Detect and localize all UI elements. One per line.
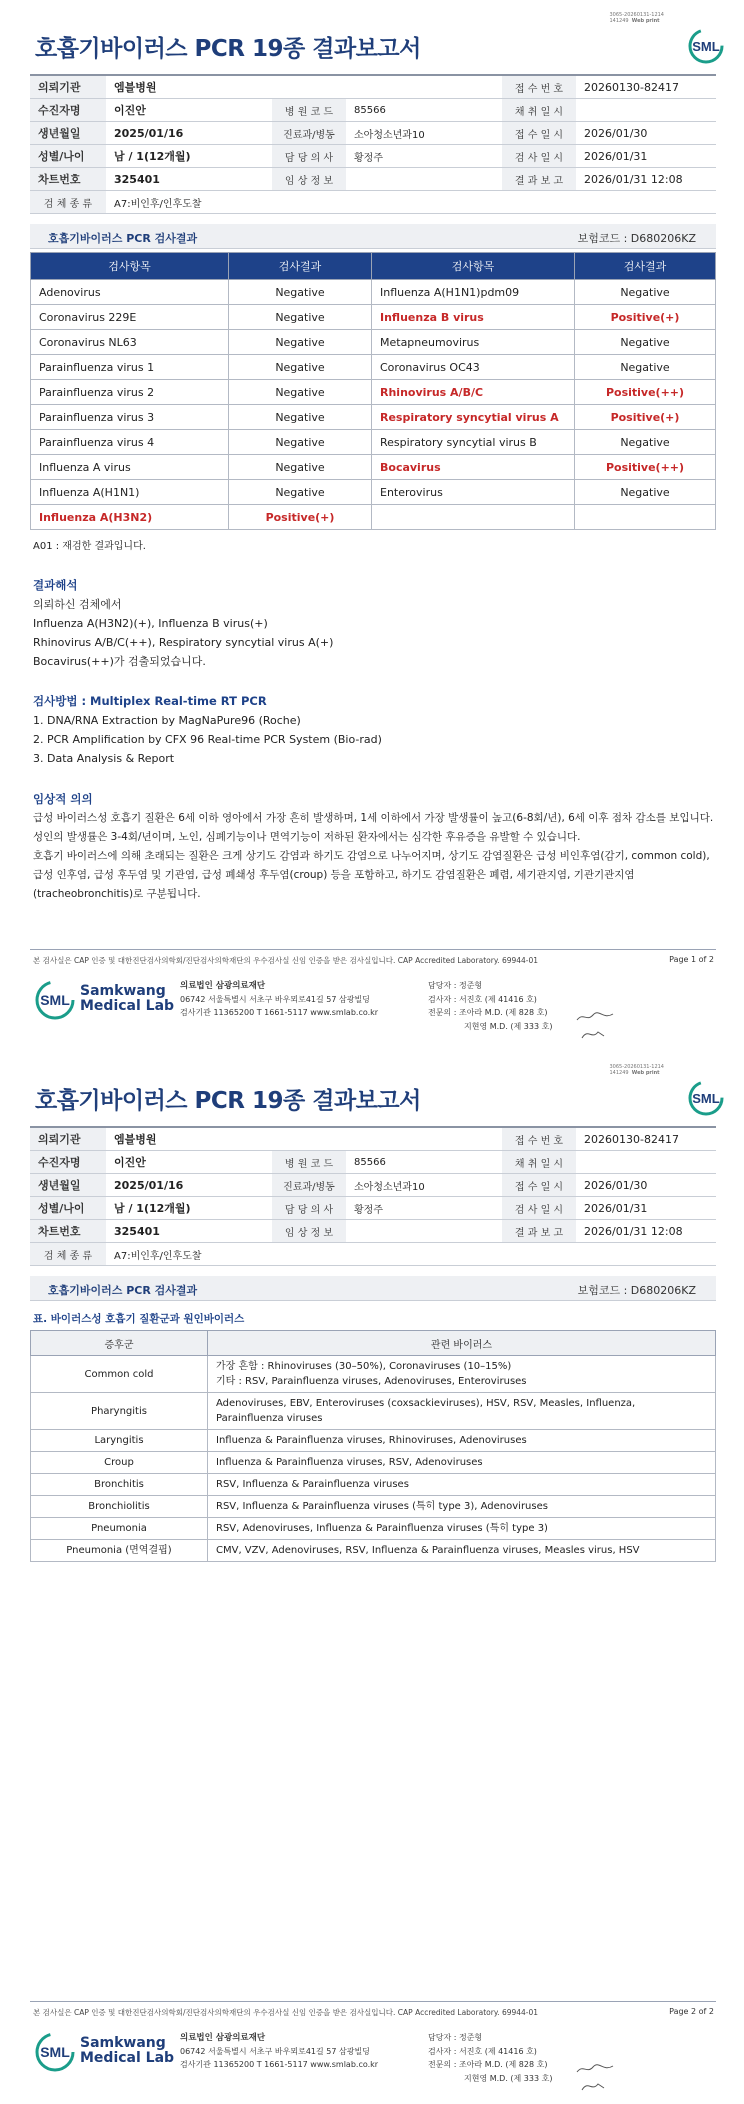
syndrome-cell: Laryngitis [31, 1430, 208, 1452]
result-row [31, 380, 716, 405]
disease-row [31, 1518, 716, 1540]
report-page-2 [0, 1052, 744, 2104]
samkwang-logo-icon [33, 978, 77, 1022]
collect-date-value [576, 99, 716, 122]
result-row [31, 430, 716, 455]
brand-name: Samkwang Medical Lab [80, 2035, 175, 2066]
signature-icon [578, 1026, 608, 1042]
test-item: Parainfluenza virus 1 [31, 355, 229, 380]
result-value: Positive(++) [575, 455, 716, 480]
specimen-value: A7:비인후/인후도찰 [106, 191, 716, 214]
staff-info: 담당자 : 정준형 검사자 : 서진호 (제 41416 호) 전문의 : 조아라 M.D. (제 828 호) 지현영 M.D. (제 333 호) [428, 981, 553, 1031]
method-block: 검사방법 : Multiplex Real-time RT PCR 1. DNA/RNA Extraction by MagNaPure96 (Roche) 2. PCR Amplification by CFX 96 Real-time PCR System (Bio-rad) 3. Data Analysis & Report [33, 694, 382, 765]
result-value: Positive(+) [229, 505, 372, 530]
test-item: Influenza A(H1N1) [31, 480, 229, 505]
clinical-meaning-title: 임상적 의의 [33, 792, 93, 806]
report-date-value: 2026/01/31 12:08 [576, 168, 716, 191]
result-row [31, 480, 716, 505]
sml-logo-icon [686, 26, 726, 66]
test-item: Coronavirus NL63 [31, 330, 229, 355]
test-item: Influenza A(H3N2) [31, 505, 229, 530]
test-item: Influenza B virus [372, 305, 575, 330]
result-row [31, 305, 716, 330]
result-value: Positive(+) [575, 405, 716, 430]
clinical-info-value [346, 168, 502, 191]
sex-age-value: 남 / 1(12개월) [106, 145, 272, 168]
retest-note: A01 : 재검한 결과입니다. [33, 541, 146, 552]
clinical-meaning-p2: 호흡기 바이러스에 의해 초래되는 질환은 크게 상기도 감염과 하기도 감염으로 나누어지며, 상기도 감염질환은 급성 비인후염(감기, common cold), 급성 인후염, 급성 후두염 및 기관염, 급성 폐쇄성 후두염(croup) 등을 포함하고, 하기도 감염질환은 폐렴, 세기관지염, 기관기관지염(tracheobronchitis)로 구분됩니다. [33, 850, 710, 900]
result-value: Positive(++) [575, 380, 716, 405]
dob-value: 2025/01/16 [106, 122, 272, 145]
disease-row [31, 1540, 716, 1562]
chart-no-value: 325401 [106, 168, 272, 191]
syndrome-cell: Croup [31, 1452, 208, 1474]
signature-icon [575, 2062, 615, 2076]
disease-row [31, 1474, 716, 1496]
results-section-title: 호흡기바이러스 PCR 검사결과 [48, 232, 198, 245]
result-value: Negative [229, 330, 372, 355]
result-row [31, 355, 716, 380]
result-value: Negative [229, 305, 372, 330]
syndrome-cell: Bronchiolitis [31, 1496, 208, 1518]
disease-row [31, 1430, 716, 1452]
result-value: Negative [575, 280, 716, 305]
result-row [31, 405, 716, 430]
virus-cell: Influenza & Parainfluenza viruses, Rhinoviruses, Adenoviruses [208, 1430, 716, 1452]
result-value: Negative [229, 455, 372, 480]
result-row [31, 455, 716, 480]
results-table: 검사항목 검사결과 검사항목 검사결과 Adenovirus Negative Influenza A(H1N1)pdm09 Negative Coronavirus 229E Negative Influenza B virus Positive(+) Coronavirus NL63 Negative Metapneumovirus Negative Parainfluenza virus 1 Negative Coronavirus OC43 Negative Parainfluenza virus 2 Negative Rhinovirus A/B/C Positive(++) Parainfluenza virus 3 Negative Respiratory syncytial virus A Positive(+) Parainfluenza virus 4 Negative Respiratory syncytial virus B Negative Influenza A virus Negative Bocavirus Positive(++) Influenza A(H1N1) Negative Enterovirus Negative Influenza A(H3N2) Positive(+) [30, 252, 716, 530]
test-item: Parainfluenza virus 3 [31, 405, 229, 430]
patient-info-table: 의뢰기관 엠블병원 접 수 번 호 20260130-82417 수진자명 이진안 병 원 코 드 85566 채 취 일 시 생년월일 2025/01/16 진료과/병동 소아청소년과10 접 수 일 시 2026/01/30 성별/나이 남 / 1(12개월) 담 당 의 사 황정주 검 사 일 시 2026/01/31 차트번호 325401 임 상 정 보 결 과 보 고 2026/01/31 12:08 검 체 종 류 A7:비인후/인후도찰 [30, 1126, 716, 1266]
test-item: Coronavirus OC43 [372, 355, 575, 380]
result-value: Negative [229, 380, 372, 405]
syndrome-cell: Pneumonia [31, 1518, 208, 1540]
svg-text:SML: SML [40, 992, 70, 1008]
disease-table-title: 표. 바이러스성 호흡기 질환군과 원인바이러스 [33, 1313, 245, 1325]
results-section-bar: 호흡기바이러스 PCR 검사결과 보험코드 : D680206KZ [30, 1276, 716, 1301]
insurance-code: 보험코드 : D680206KZ [577, 232, 696, 245]
footer-divider [30, 949, 716, 950]
test-item: Respiratory syncytial virus A [372, 405, 575, 430]
test-item: Influenza A virus [31, 455, 229, 480]
print-id: 3065-20260131-1214 141249 Web print [609, 1064, 664, 1076]
result-value: Negative [229, 480, 372, 505]
result-value: Negative [575, 430, 716, 455]
test-item [372, 505, 575, 530]
test-item: Coronavirus 229E [31, 305, 229, 330]
result-value: Negative [229, 405, 372, 430]
org-info: 의료법인 삼광의료재단 06742 서울특별시 서초구 바우뫼로41길 57 삼광빌딩 검사기관 11365200 T 1661-5117 www.smlab.co.kr [180, 2033, 379, 2069]
staff-info: 담당자 : 정준형 검사자 : 서진호 (제 41416 호) 전문의 : 조아라 M.D. (제 828 호) 지현영 M.D. (제 333 호) [428, 2033, 553, 2083]
disease-row [31, 1496, 716, 1518]
patient-info-table: 의뢰기관 엠블병원 접 수 번 호 20260130-82417 수진자명 이진안 병 원 코 드 85566 채 취 일 시 생년월일 2025/01/16 진료과/병동 소아청소년과10 접 수 일 시 2026/01/30 성별/나이 남 / 1(12개월) 담 당 의 사 황정주 검 사 일 시 2026/01/31 차트번호 325401 임 상 정 보 결 과 보 고 2026/01/31 12:08 검 체 종 류 A7:비인후/인후도찰 [30, 74, 716, 214]
clinical-meaning-p1: 급성 바이러스성 호흡기 질환은 6세 이하 영아에서 가장 흔히 발생하며, 1세 이하에서 가장 발생률이 높고(6-8회/년), 6세 이후 점차 감소를 보입니다. 성인의 발생률은 3-4회/년이며, 노인, 심폐기능이나 면역기능이 저하된 환자에서는 심각한 후유증을 유발할 수 있습니다. [33, 812, 714, 843]
report-title: 호흡기바이러스 PCR 19종 결과보고서 [35, 36, 421, 62]
hospital-code-value: 85566 [346, 99, 502, 122]
virus-cell: RSV, Adenoviruses, Influenza & Parainfluenza viruses (특히 type 3) [208, 1518, 716, 1540]
samkwang-logo-icon [33, 2030, 77, 2074]
svg-text:SML: SML [692, 39, 720, 54]
signature-icon [575, 1010, 615, 1024]
test-item: Adenovirus [31, 280, 229, 305]
receipt-date-value: 2026/01/30 [576, 122, 716, 145]
footer-divider [30, 2001, 716, 2002]
disease-row [31, 1356, 716, 1393]
disease-row [31, 1452, 716, 1474]
brand-name: Samkwang Medical Lab [80, 983, 175, 1014]
virus-cell: Adenoviruses, EBV, Enteroviruses (coxsackieviruses), HSV, RSV, Measles, Influenza, Parainfluenza viruses [208, 1393, 716, 1430]
disease-virus-table: 증후군 관련 바이러스 Common cold 가장 흔함 : Rhinoviruses (30–50%), Coronaviruses (10–15%) 기타 : RSV, Parainfluenza viruses, Adenoviruses, Enteroviruses Pharyngitis Adenoviruses, EBV, Enteroviruses (coxsackieviruses), HSV, RSV, Measles, Influenza, Parainfluenza viruses Laryngitis Influenza & Parainfluenza viruses, Rhinoviruses, Adenoviruses Croup Influenza & Parainfluenza viruses, RSV, Adenoviruses Bronchitis RSV, Influenza & Parainfluenza viruses Bronchiolitis RSV, Influenza & Parainfluenza viruses (특히 type 3), Adenoviruses Pneumonia RSV, Adenoviruses, Influenza & Parainfluenza viruses (특히 type 3) Pneumonia (면역결핍) CMV, VZV, Adenoviruses, RSV, Influenza & Parainfluenza viruses, Measles virus, HSV [30, 1330, 716, 1562]
result-value: Negative [229, 280, 372, 305]
signature-icon [578, 2078, 608, 2094]
virus-cell: Influenza & Parainfluenza viruses, RSV, Adenoviruses [208, 1452, 716, 1474]
page-number: Page 1 of 2 [669, 955, 714, 964]
dept-value: 소아청소년과10 [346, 122, 502, 145]
results-section-bar [30, 224, 716, 249]
test-item: Respiratory syncytial virus B [372, 430, 575, 455]
svg-text:SML: SML [692, 1091, 720, 1106]
disease-row [31, 1393, 716, 1430]
institution-value: 엠블병원 [106, 75, 272, 99]
result-value: Negative [229, 355, 372, 380]
test-item: Rhinovirus A/B/C [372, 380, 575, 405]
test-item: Metapneumovirus [372, 330, 575, 355]
result-value [575, 505, 716, 530]
virus-cell: RSV, Influenza & Parainfluenza viruses (특히 type 3), Adenoviruses [208, 1496, 716, 1518]
virus-cell: 가장 흔함 : Rhinoviruses (30–50%), Coronaviruses (10–15%) 기타 : RSV, Parainfluenza viruses, Adenoviruses, Enteroviruses [208, 1356, 716, 1393]
result-row [31, 330, 716, 355]
patient-name-value: 이진안 [106, 99, 272, 122]
test-item: Influenza A(H1N1)pdm09 [372, 280, 575, 305]
test-item: Parainfluenza virus 4 [31, 430, 229, 455]
test-date-value: 2026/01/31 [576, 145, 716, 168]
org-info: 의료법인 삼광의료재단 06742 서울특별시 서초구 바우뫼로41길 57 삼광빌딩 검사기관 11365200 T 1661-5117 www.smlab.co.kr [180, 981, 379, 1017]
syndrome-cell: Pharyngitis [31, 1393, 208, 1430]
result-value: Negative [575, 355, 716, 380]
result-row [31, 505, 716, 530]
receipt-no-value: 20260130-82417 [576, 75, 716, 99]
interpretation-block: 결과해석 의뢰하신 검체에서 Influenza A(H3N2)(+), Influenza B virus(+) Rhinovirus A/B/C(++), Respiratory syncytial virus A(+) Bocavirus(++)가 검출되었습니다. [33, 578, 334, 668]
doctor-value: 황정주 [346, 145, 502, 168]
syndrome-cell: Common cold [31, 1356, 208, 1393]
result-row [31, 280, 716, 305]
result-value: Positive(+) [575, 305, 716, 330]
page-number: Page 2 of 2 [669, 2007, 714, 2016]
syndrome-cell: Pneumonia (면역결핍) [31, 1540, 208, 1562]
accreditation-note: 본 검사실은 CAP 인증 및 대한진단검사의학회/진단검사의학재단의 우수검사실 신임 인증을 받은 검사실입니다. CAP Accredited Laboratory. 69944-01 [33, 956, 539, 965]
report-title: 호흡기바이러스 PCR 19종 결과보고서 [35, 1088, 421, 1114]
svg-text:SML: SML [40, 2044, 70, 2060]
virus-cell: CMV, VZV, Adenoviruses, RSV, Influenza & Parainfluenza viruses, Measles virus, HSV [208, 1540, 716, 1562]
sml-logo-icon [686, 1078, 726, 1118]
test-item: Parainfluenza virus 2 [31, 380, 229, 405]
result-value: Negative [229, 430, 372, 455]
accreditation-note: 본 검사실은 CAP 인증 및 대한진단검사의학회/진단검사의학재단의 우수검사실 신임 인증을 받은 검사실입니다. CAP Accredited Laboratory. 69944-01 [33, 2008, 539, 2017]
virus-cell: RSV, Influenza & Parainfluenza viruses [208, 1474, 716, 1496]
test-item: Bocavirus [372, 455, 575, 480]
result-value: Negative [575, 330, 716, 355]
syndrome-cell: Bronchitis [31, 1474, 208, 1496]
print-id: 3065-20260131-1214 141249 Web print [609, 12, 664, 24]
test-item: Enterovirus [372, 480, 575, 505]
result-value: Negative [575, 480, 716, 505]
